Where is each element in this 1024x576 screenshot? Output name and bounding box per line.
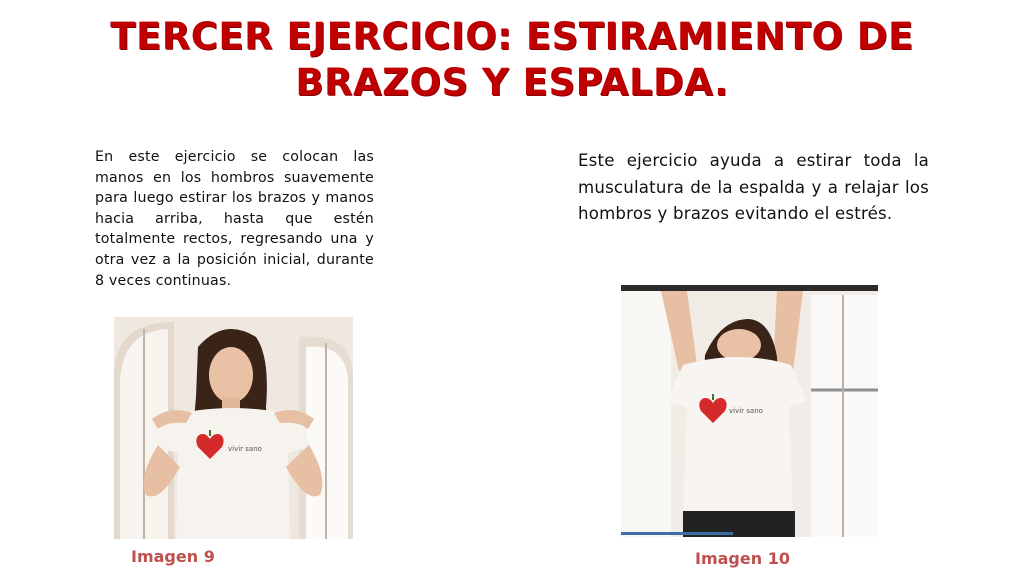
exercise-benefit: Este ejercicio ayuda a estirar toda la musculatura de la espalda y a relajar los hombros y brazos evitando el estrés. (578, 151, 929, 223)
photo-9-illustration (114, 317, 353, 539)
exercise-description: En este ejercicio se colocan las manos en los hombros suavemente para luego estirar los brazos y manos hacia arriba, hasta que estén totalmente rectos, regresando una y otra vez a la posición inicial, durante 8 veces continuas. (95, 149, 374, 289)
shirt-logo-text: vivir sano (228, 445, 262, 453)
image-9-caption: Imagen 9 (131, 547, 215, 566)
exercise-photo-10 (621, 285, 878, 537)
photo-10-illustration (621, 285, 878, 537)
slide-title: TERCER EJERCICIO: ESTIRAMIENTO DE BRAZOS Y ESPALDA. (110, 15, 914, 104)
shirt-logo-text: vivir sano (729, 407, 763, 415)
exercise-photo-9 (114, 317, 353, 539)
image-10-caption: Imagen 10 (695, 549, 790, 568)
